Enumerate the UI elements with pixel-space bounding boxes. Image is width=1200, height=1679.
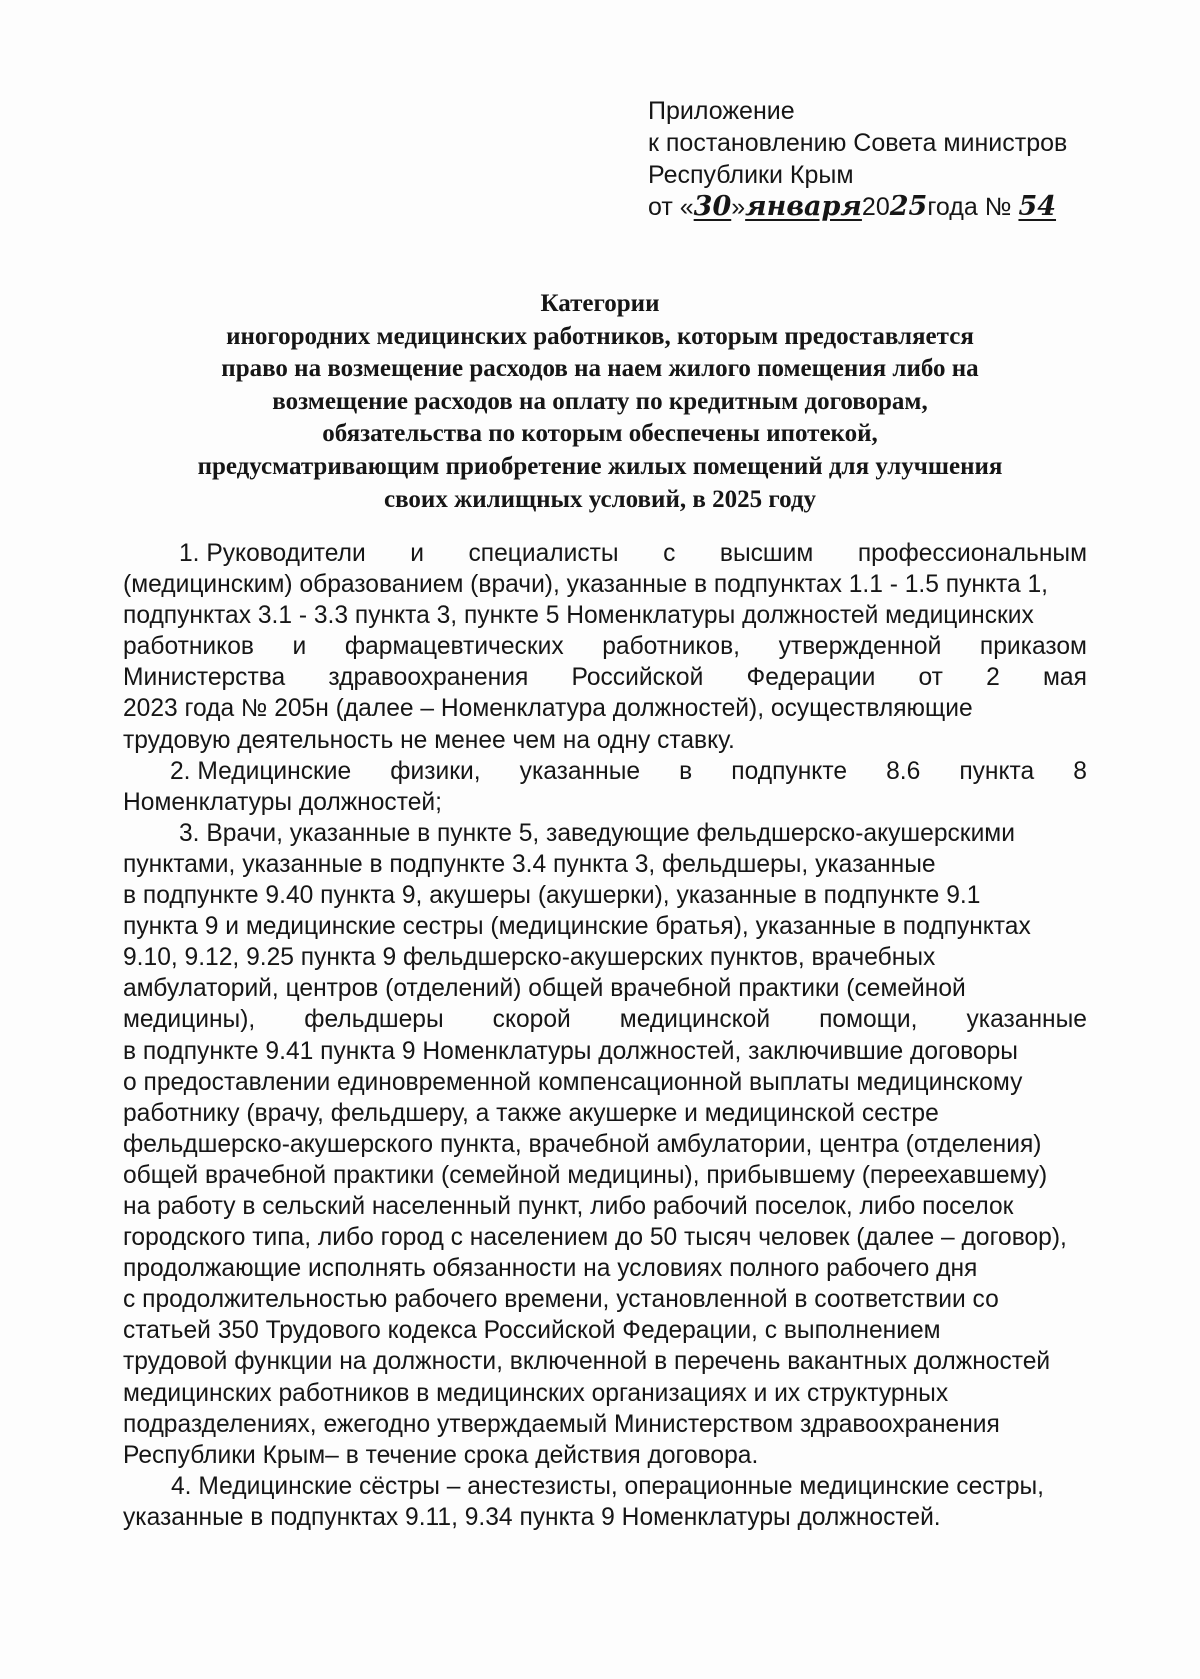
word: подпункте (731, 757, 848, 785)
word: Министерства (123, 664, 286, 692)
text-line: работнику (врачу, фельдшеру, а также акушерке и медицинской сестре (123, 1099, 939, 1127)
word: утвержденной (778, 633, 942, 661)
title-line: возмещение расходов на оплату по кредитным договорам, (272, 387, 928, 415)
handwritten-number: 54 (1018, 191, 1057, 222)
text-line: 2023 года № 205н (далее – Номенклатура должностей), осуществляющие (123, 695, 973, 723)
word: Федерации (746, 664, 876, 692)
date-prefix: от « (648, 193, 694, 221)
text-line: статьей 350 Трудового кодекса Российской Федерации, с выполнением (123, 1317, 941, 1345)
text-line: 3. Врачи, указанные в пункте 5, заведующие фельдшерско-акушерскими (179, 819, 1015, 847)
text-line: Номенклатуры должностей; (123, 788, 442, 816)
text-line (123, 662, 1087, 693)
word: указанные (966, 1006, 1087, 1034)
text-line (123, 538, 1087, 569)
text-line: фельдшерско-акушерского пункта, врачебной амбулатории, центра (отделения) (123, 1130, 1042, 1158)
list-item (123, 818, 1087, 1471)
word: указанные (519, 757, 641, 785)
text-line: городского типа, либо город с населением до 50 тысяч человек (далее – договор), (123, 1224, 1067, 1252)
text-line: пункта 9 и медицинские сестры (медицинские братья), указанные в подпунктах (123, 913, 1031, 941)
word: медицины), (123, 1006, 256, 1034)
handwritten-month: января (745, 191, 862, 222)
handwritten-day: 30 (693, 191, 732, 222)
word: профессиональным (857, 540, 1087, 567)
word: работников, (602, 633, 740, 661)
word: приказом (979, 633, 1087, 661)
text-line: продолжающие исполнять обязанности на условиях полного рабочего дня (123, 1255, 978, 1283)
word: 8.6 (886, 757, 921, 785)
text-line (123, 631, 1087, 662)
text-line: на работу в сельский населенный пункт, либо рабочий поселок, либо поселок (123, 1192, 1014, 1220)
list-item (123, 1471, 1087, 1533)
text-line: подразделениях, ежегодно утверждаемый Министерством здравоохранения (123, 1410, 1000, 1438)
document-body (123, 538, 1087, 1533)
text-line: 4. Медицинские сёстры – анестезисты, операционные медицинские сестры, (171, 1472, 1045, 1500)
title-line: предусматривающим приобретение жилых помещений для улучшения (197, 452, 1003, 480)
date-year-prefix: 20 (861, 193, 890, 221)
word: и (292, 633, 307, 661)
appendix-line: Республики Крым (648, 161, 854, 189)
appendix-date-line (648, 191, 1067, 223)
title-line: Категории (540, 290, 660, 317)
text-line: подпунктах 3.1 - 3.3 пункта 3, пункте 5 Номенклатуры должностей медицинских (123, 602, 1034, 630)
word: фельдшеры (304, 1006, 444, 1034)
text-line: Республики Крым– в течение срока действия договора. (123, 1441, 759, 1469)
word: от (918, 664, 943, 692)
text-line: о предоставлении единовременной компенсационной выплаты медицинскому (123, 1068, 1023, 1096)
text-line (123, 756, 1087, 787)
word: 1. Руководители (179, 540, 366, 567)
word: специалисты (468, 540, 619, 567)
document-title (120, 288, 1080, 516)
text-line (123, 1004, 1087, 1035)
text-line: общей врачебной практики (семейной медицины), прибывшему (переехавшему) (123, 1161, 1048, 1189)
word: здравоохранения (328, 664, 529, 692)
word: работников (123, 633, 254, 661)
text-line: 9.10, 9.12, 9.25 пункта 9 фельдшерско-акушерских пунктов, врачебных (123, 944, 936, 972)
list-item (123, 538, 1087, 756)
text-line: указанные в подпунктах 9.11, 9.34 пункта 9 Номенклатуры должностей. (123, 1503, 941, 1531)
text-line: трудовую деятельность не менее чем на одну ставку. (123, 726, 735, 754)
date-suffix: года № (927, 193, 1012, 221)
text-line: (медицинским) образованием (врачи), указанные в подпунктах 1.1 - 1.5 пункта 1, (123, 571, 1049, 599)
word: 2 (986, 664, 1000, 692)
title-line: иногородних медицинских работников, которым предоставляется (226, 322, 974, 350)
word: мая (1043, 664, 1087, 692)
word: скорой (492, 1006, 571, 1034)
appendix-line: к постановлению Совета министров (648, 129, 1068, 157)
text-line: трудовой функции на должности, включенной в перечень вакантных должностей (123, 1348, 1051, 1376)
text-line: в подпункте 9.41 пункта 9 Номенклатуры должностей, заключившие договоры (123, 1037, 1018, 1065)
word: и (410, 540, 424, 567)
word: медицинской (619, 1006, 771, 1034)
word: 8 (1073, 757, 1087, 785)
text-line: с продолжительностью рабочего времени, установленной в соответствии со (123, 1286, 999, 1314)
date-mid: » (731, 193, 746, 221)
word: с (663, 540, 676, 567)
title-line: своих жилищных условий, в 2025 году (383, 485, 817, 513)
list-item (123, 756, 1087, 818)
word: высшим (719, 540, 814, 567)
handwritten-year: 25 (889, 191, 928, 222)
word: Российской (571, 664, 704, 692)
word: фармацевтических (344, 633, 564, 661)
word: пункта (959, 757, 1035, 785)
text-line: амбулаторий, центров (отделений) общей врачебной практики (семейной (123, 975, 966, 1003)
title-line: обязательства по которым обеспечены ипотекой, (322, 420, 878, 448)
word: в (679, 757, 693, 785)
word: 2. Медицинские (170, 757, 352, 785)
text-line: пунктами, указанные в подпункте 3.4 пункта 3, фельдшеры, указанные (123, 850, 936, 878)
text-line: медицинских работников в медицинских организациях и их структурных (123, 1379, 949, 1407)
word: помощи, (819, 1006, 918, 1034)
word: физики, (390, 757, 481, 785)
text-line: в подпункте 9.40 пункта 9, акушеры (акушерки), указанные в подпункте 9.1 (123, 882, 981, 910)
appendix-line: Приложение (648, 97, 795, 125)
title-line: право на возмещение расходов на наем жилого помещения либо на (221, 355, 979, 383)
appendix-header (648, 95, 1067, 223)
